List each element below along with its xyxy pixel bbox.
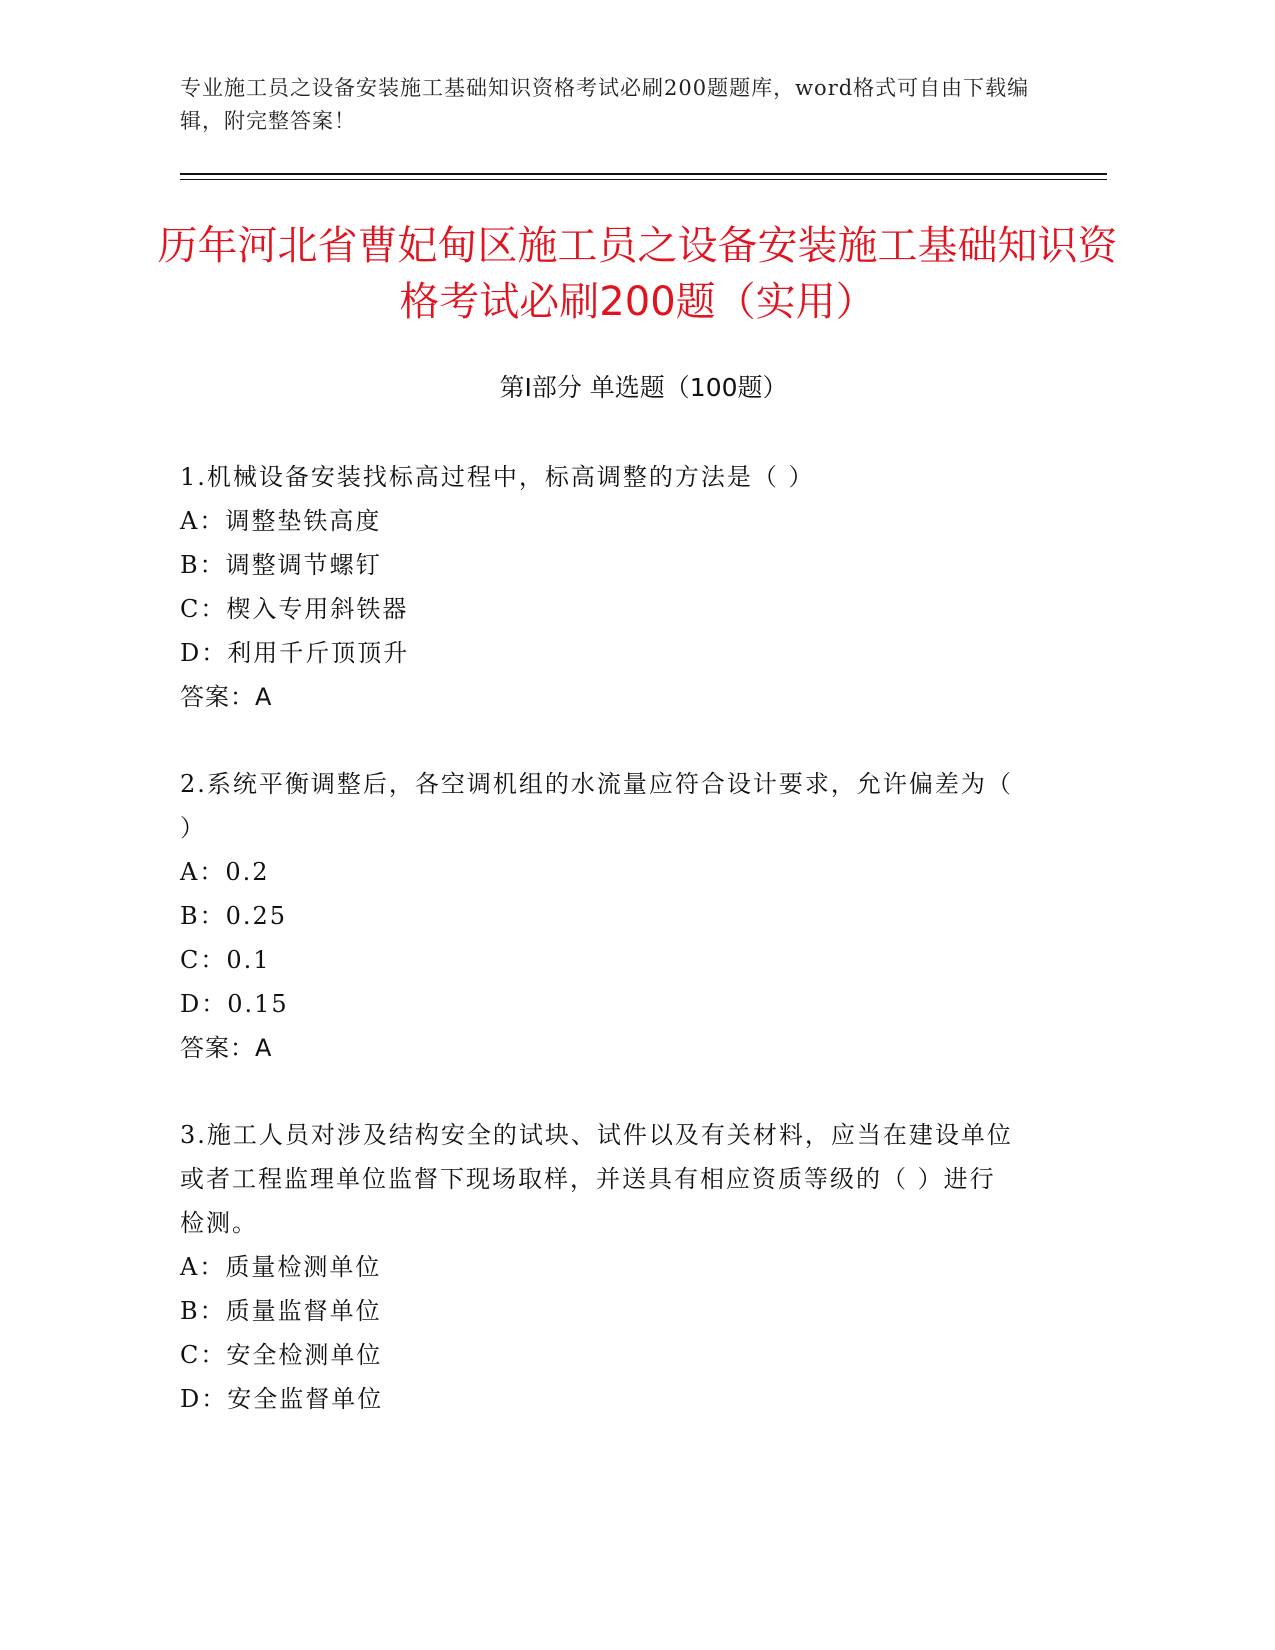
answer: 答案：A — [180, 683, 273, 711]
answer: 答案：A — [180, 1034, 273, 1062]
option-b: B：调整调节螺钉 — [180, 551, 382, 579]
option-a: A：0.2 — [180, 858, 270, 886]
option-d: D：0.15 — [180, 990, 289, 1018]
option-a: A：调整垫铁高度 — [180, 507, 382, 535]
header-note: 专业施工员之设备安装施工基础知识资格考试必刷200题题库，word格式可自由下载编辑，附完整答案！ — [180, 76, 1030, 133]
option-c: C：楔入专用斜铁器 — [180, 595, 409, 623]
option-c: C：安全检测单位 — [180, 1341, 383, 1369]
question-3 — [180, 1113, 1020, 1421]
option-b: B：质量监督单位 — [180, 1297, 382, 1325]
question-1 — [180, 455, 1020, 719]
question-2 — [180, 762, 1020, 1070]
header-divider-thin — [180, 179, 1107, 180]
option-d: D：利用千斤顶顶升 — [180, 639, 410, 667]
option-a: A：质量检测单位 — [180, 1253, 382, 1281]
option-c: C：0.1 — [180, 946, 271, 974]
question-stem: 1.机械设备安装找标高过程中，标高调整的方法是（ ） — [180, 463, 815, 491]
header-divider-thick — [180, 173, 1107, 175]
section-heading: 第Ⅰ部分 单选题（100题） — [499, 373, 788, 402]
document-title: 历年河北省曹妃甸区施工员之设备安装施工基础知识资格考试必刷200题（实用） — [157, 223, 1118, 325]
question-stem: 2.系统平衡调整后，各空调机组的水流量应符合设计要求，允许偏差为（ ） — [180, 770, 1013, 842]
question-list — [180, 455, 1020, 1464]
question-stem: 3.施工人员对涉及结构安全的试块、试件以及有关材料，应当在建设单位或者工程监理单位监督下现场取样，并送具有相应资质等级的（ ）进行检测。 — [180, 1121, 1013, 1237]
option-b: B：0.25 — [180, 902, 288, 930]
option-d: D：安全监督单位 — [180, 1385, 384, 1413]
